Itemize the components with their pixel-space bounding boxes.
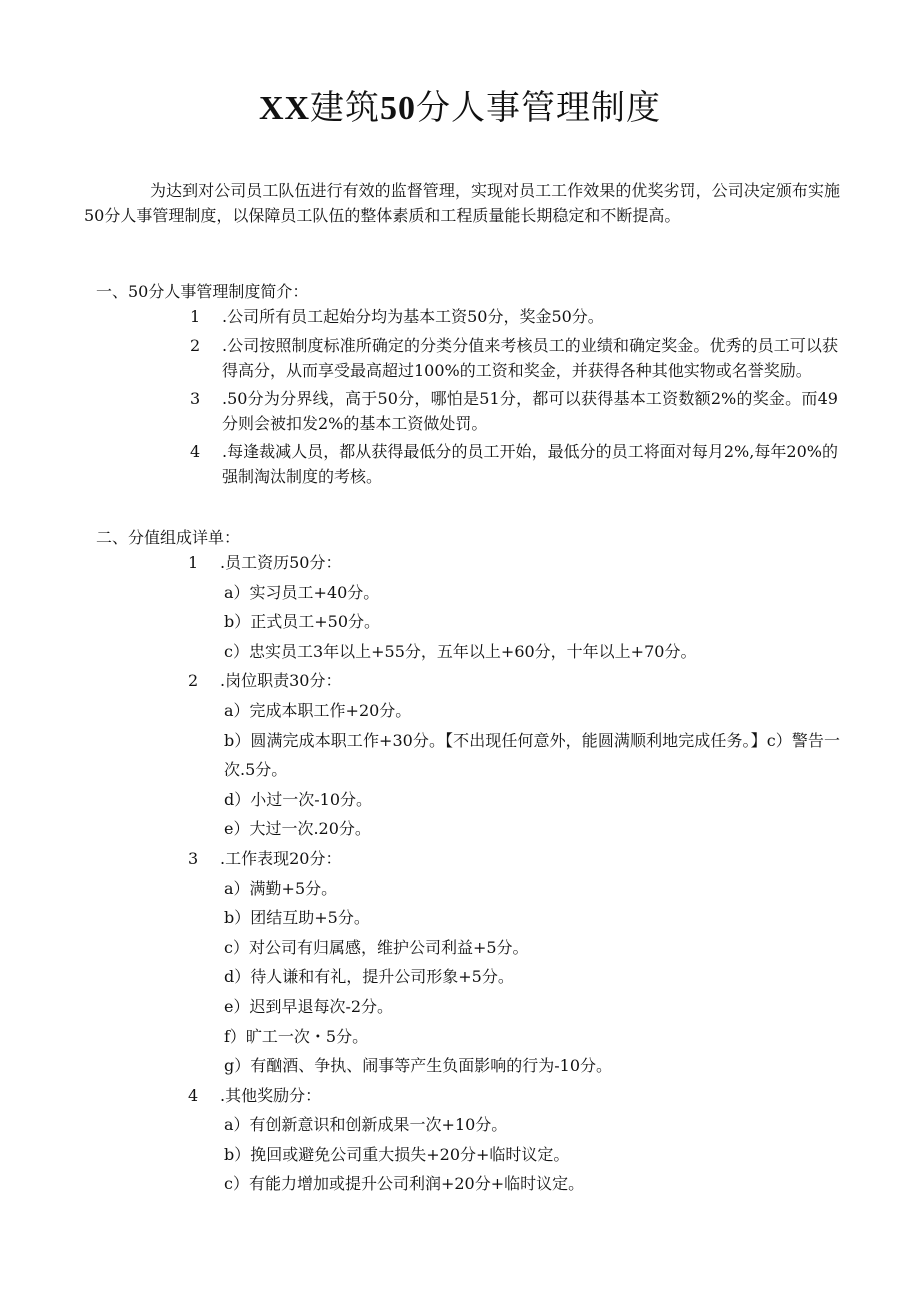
section-1-list <box>190 304 838 489</box>
list-item: a）满勤+5分。 <box>224 878 338 898</box>
list-item: b）圆满完成本职工作+30分。【不出现任何意外，能圆满顺利地完成任务。】c）警告一次.5分。 <box>224 730 840 780</box>
list-item: b）挽回或避免公司重大损失+20分+临时议定。 <box>224 1144 570 1164</box>
group-heading: 3 .工作表现20分： <box>188 848 342 868</box>
list-item: b）团结互助+5分。 <box>224 908 370 928</box>
section-2-list <box>188 548 840 1199</box>
list-item: e）大过一次.20分。 <box>224 819 371 839</box>
list-item: a）有创新意识和创新成果一次+10分。 <box>224 1115 508 1135</box>
list-item: d）待人谦和有礼，提升公司形象+5分。 <box>224 967 514 987</box>
list-item: b）正式员工+50分。 <box>224 612 381 632</box>
list-item: g）有酗酒、争执、闹事等产生负面影响的行为-10分。 <box>224 1056 613 1076</box>
intro-paragraph: 为达到对公司员工队伍进行有效的监督管理，实现对员工工作效果的优奖劣罚，公司决定颁布实施50分人事管理制度，以保障员工队伍的整体素质和工程质量能长期稳定和不断提高。 <box>84 181 840 225</box>
section-2-heading: 二、分值组成详单： <box>96 528 241 547</box>
section-1-heading: 一、50分人事管理制度简介： <box>96 282 309 301</box>
document-title: XX建筑50分人事管理制度 <box>258 88 662 128</box>
list-item: a）实习员工+40分。 <box>224 582 380 602</box>
list-item: c）有能力增加或提升公司利润+20分+临时议定。 <box>224 1174 585 1194</box>
list-item: f）旷工一次・5分。 <box>224 1026 369 1046</box>
list-item: e）迟到早退每次-2分。 <box>224 996 394 1016</box>
list-item: 4 .每逢裁减人员，都从获得最低分的员工开始，最低分的员工将面对每月2%,每年20%的强制淘汰制度的考核。 <box>190 442 838 486</box>
list-item: c）忠实员工3年以上+55分，五年以上+60分，十年以上+70分。 <box>224 641 697 661</box>
group-heading: 4 .其他奖励分： <box>188 1085 322 1105</box>
list-item: 2 .公司按照制度标准所确定的分类分值来考核员工的业绩和确定奖金。优秀的员工可以获得高分，从而享受最高超过100%的工资和奖金，并获得各种其他实物或名誉奖励。 <box>190 336 838 380</box>
list-item: c）对公司有归属感，维护公司利益+5分。 <box>224 937 529 957</box>
list-item: a）完成本职工作+20分。 <box>224 700 412 720</box>
group-heading: 1 .员工资历50分： <box>188 553 342 572</box>
list-item: 1 .公司所有员工起始分均为基本工资50分，奖金50分。 <box>190 307 604 326</box>
list-item: 3 .50分为分界线，高于50分，哪怕是51分，都可以获得基本工资数额2%的奖金。而49分则会被扣发2%的基本工资做处罚。 <box>190 389 838 433</box>
group-heading: 2 .岗位职责30分： <box>188 671 342 691</box>
list-item: d）小过一次-10分。 <box>224 789 373 809</box>
